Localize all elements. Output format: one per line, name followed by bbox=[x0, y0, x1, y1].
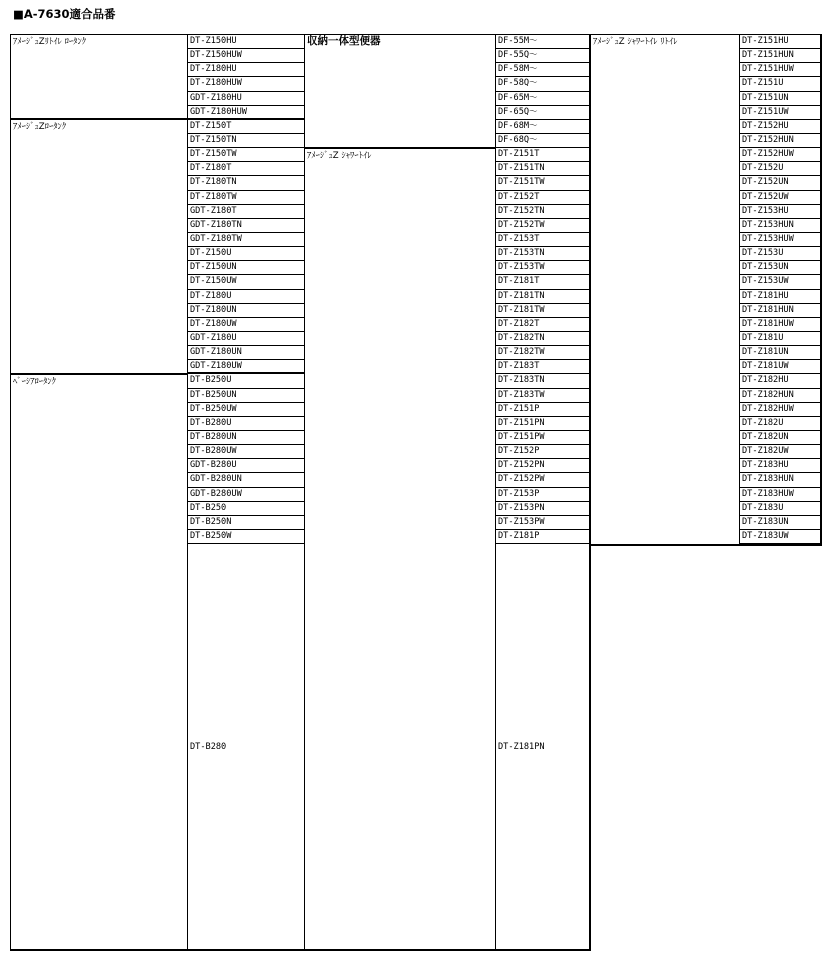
model-code: DT-B250W bbox=[188, 530, 304, 544]
model-code: DT-Z151UN bbox=[740, 92, 820, 106]
model-code: DT-B250N bbox=[188, 516, 304, 530]
model-code: DT-Z183HUN bbox=[740, 473, 820, 487]
model-code: DT-B280UW bbox=[188, 445, 304, 459]
model-code: DT-Z153PW bbox=[496, 516, 589, 530]
model-code: DT-Z150UW bbox=[188, 275, 304, 289]
model-code: DT-Z182UW bbox=[740, 445, 820, 459]
model-code: DT-Z151HUN bbox=[740, 49, 820, 63]
model-code: DT-Z151HU bbox=[740, 35, 820, 49]
model-code: DT-Z183T bbox=[496, 360, 589, 374]
model-code: DT-Z182UN bbox=[740, 431, 820, 445]
model-code: DT-Z152TW bbox=[496, 219, 589, 233]
model-code: DT-Z153T bbox=[496, 233, 589, 247]
model-code: DT-Z151P bbox=[496, 403, 589, 417]
compatible-models-table bbox=[10, 34, 822, 951]
model-code: DT-Z180U bbox=[188, 290, 304, 304]
model-code: GDT-Z180TW bbox=[188, 233, 304, 247]
model-code: DT-Z150UN bbox=[188, 261, 304, 275]
model-code: DT-Z150HUW bbox=[188, 49, 304, 63]
model-code: DT-Z151HUW bbox=[740, 63, 820, 77]
model-code: DF-65M～ bbox=[496, 92, 589, 106]
model-code: DF-55Q～ bbox=[496, 49, 589, 63]
model-code: DT-Z181HUW bbox=[740, 318, 820, 332]
model-code: DT-Z151PN bbox=[496, 417, 589, 431]
section2-model-column bbox=[495, 34, 591, 951]
model-code: DT-Z153TW bbox=[496, 261, 589, 275]
model-code: DF-58M～ bbox=[496, 63, 589, 77]
model-code: DF-58Q～ bbox=[496, 77, 589, 91]
model-code: DT-B250 bbox=[188, 502, 304, 516]
model-code: DT-B280U bbox=[188, 417, 304, 431]
model-code: DT-Z152TN bbox=[496, 205, 589, 219]
group-divider bbox=[305, 147, 495, 149]
model-code: DT-Z152U bbox=[740, 162, 820, 176]
model-code: DT-Z152T bbox=[496, 191, 589, 205]
model-code: DT-Z153HU bbox=[740, 205, 820, 219]
model-code: DT-Z153HUW bbox=[740, 233, 820, 247]
section3-model-column bbox=[739, 34, 822, 546]
model-code: GDT-Z180UW bbox=[188, 360, 304, 374]
model-code: DT-Z153HUN bbox=[740, 219, 820, 233]
model-code: DT-Z182TW bbox=[496, 346, 589, 360]
model-code: DT-B280UN bbox=[188, 431, 304, 445]
model-code: DT-Z152PN bbox=[496, 459, 589, 473]
model-code: DT-Z181HU bbox=[740, 290, 820, 304]
model-code: DF-68Q～ bbox=[496, 134, 589, 148]
group-label: ｱﾒｰｼﾞｭZﾘﾄｲﾚ ﾛｰﾀﾝｸ bbox=[13, 37, 87, 47]
model-code: DT-Z183HUW bbox=[740, 488, 820, 502]
model-code: DT-Z181TW bbox=[496, 304, 589, 318]
model-code: DT-Z152HUW bbox=[740, 148, 820, 162]
page-title: ■A-7630適合品番 bbox=[13, 7, 116, 21]
section1-label-column bbox=[10, 34, 187, 951]
model-code: DT-Z181U bbox=[740, 332, 820, 346]
model-code: DT-Z153P bbox=[496, 488, 589, 502]
model-code: DT-Z152HUN bbox=[740, 134, 820, 148]
model-code: DT-Z150U bbox=[188, 247, 304, 261]
group-label: ｱﾒｰｼﾞｭZﾛｰﾀﾝｸ bbox=[13, 122, 67, 132]
model-code: GDT-Z180U bbox=[188, 332, 304, 346]
model-code: DT-Z180UW bbox=[188, 318, 304, 332]
model-code: DT-Z152P bbox=[496, 445, 589, 459]
model-code: GDT-B280U bbox=[188, 459, 304, 473]
model-code: DF-68M～ bbox=[496, 120, 589, 134]
section1-model-column bbox=[187, 34, 304, 951]
model-code: DT-Z182HU bbox=[740, 374, 820, 388]
model-code: DT-Z183TN bbox=[496, 374, 589, 388]
model-code: DT-Z183UN bbox=[740, 516, 820, 530]
model-code: DT-Z180HU bbox=[188, 63, 304, 77]
model-code: DT-Z153UN bbox=[740, 261, 820, 275]
section3-label-column bbox=[591, 34, 739, 546]
model-code: DT-Z183UW bbox=[740, 530, 820, 544]
group-divider bbox=[11, 373, 187, 375]
model-code: DT-B250UN bbox=[188, 389, 304, 403]
group-divider bbox=[11, 118, 187, 120]
model-code: DT-Z180T bbox=[188, 162, 304, 176]
model-code: DT-Z181UN bbox=[740, 346, 820, 360]
model-code: DT-Z180TW bbox=[188, 191, 304, 205]
model-code: DT-Z150HU bbox=[188, 35, 304, 49]
model-code: DT-Z180HUW bbox=[188, 77, 304, 91]
model-code: DT-Z183HU bbox=[740, 459, 820, 473]
model-code: DT-Z182TN bbox=[496, 332, 589, 346]
model-code: DT-Z180UN bbox=[188, 304, 304, 318]
group-label: ｱﾒｰｼﾞｭZ ｼｬﾜｰﾄｲﾚ bbox=[307, 151, 372, 161]
model-code: DT-B250UW bbox=[188, 403, 304, 417]
model-code: DT-Z183TW bbox=[496, 389, 589, 403]
model-code: DT-Z181TN bbox=[496, 290, 589, 304]
model-code: DT-Z152UN bbox=[740, 176, 820, 190]
model-code: DT-Z151TW bbox=[496, 176, 589, 190]
model-code: DT-Z151PW bbox=[496, 431, 589, 445]
model-code: GDT-B280UW bbox=[188, 488, 304, 502]
model-code: GDT-B280UN bbox=[188, 473, 304, 487]
model-code: DT-Z150TW bbox=[188, 148, 304, 162]
model-code: DT-Z181HUN bbox=[740, 304, 820, 318]
model-code: DT-Z181P bbox=[496, 530, 589, 544]
model-code: DT-Z182T bbox=[496, 318, 589, 332]
group-label: ｱﾒｰｼﾞｭZ ｼｬﾜｰﾄｲﾚ ﾘﾄｲﾚ bbox=[593, 37, 678, 47]
model-code: DT-Z152HU bbox=[740, 120, 820, 134]
model-code: DT-Z181PN bbox=[498, 742, 545, 752]
model-code: GDT-Z180UN bbox=[188, 346, 304, 360]
model-code: DT-Z151U bbox=[740, 77, 820, 91]
model-code: DT-Z153PN bbox=[496, 502, 589, 516]
model-code: DT-Z180TN bbox=[188, 176, 304, 190]
model-code: GDT-Z180HU bbox=[188, 92, 304, 106]
model-code: DT-B280 bbox=[190, 742, 227, 752]
model-code: DT-Z153U bbox=[740, 247, 820, 261]
model-code: DT-B250U bbox=[188, 374, 304, 388]
model-code: DT-Z151UW bbox=[740, 106, 820, 120]
model-code: GDT-Z180T bbox=[188, 205, 304, 219]
model-code: DT-Z182HUW bbox=[740, 403, 820, 417]
model-code: DT-Z183U bbox=[740, 502, 820, 516]
model-code: DT-Z181UW bbox=[740, 360, 820, 374]
model-code: DT-Z153UW bbox=[740, 275, 820, 289]
model-code: DT-Z182HUN bbox=[740, 389, 820, 403]
model-code: GDT-Z180HUW bbox=[188, 106, 304, 120]
model-code: DT-Z181T bbox=[496, 275, 589, 289]
model-code: DT-Z150TN bbox=[188, 134, 304, 148]
model-code: DT-Z152PW bbox=[496, 473, 589, 487]
model-code: DT-Z151T bbox=[496, 148, 589, 162]
model-code: DT-Z151TN bbox=[496, 162, 589, 176]
model-code: DT-Z153TN bbox=[496, 247, 589, 261]
section2-label-column bbox=[304, 34, 495, 951]
model-code: DF-55M～ bbox=[496, 35, 589, 49]
group-label: ﾍﾞｰｼｱﾛｰﾀﾝｸ bbox=[13, 377, 56, 387]
model-code: DF-65Q～ bbox=[496, 106, 589, 120]
model-code: DT-Z152UW bbox=[740, 191, 820, 205]
group-label: 収納一体型便器 bbox=[307, 35, 381, 47]
model-code: GDT-Z180TN bbox=[188, 219, 304, 233]
model-code: DT-Z150T bbox=[188, 120, 304, 134]
model-code: DT-Z182U bbox=[740, 417, 820, 431]
